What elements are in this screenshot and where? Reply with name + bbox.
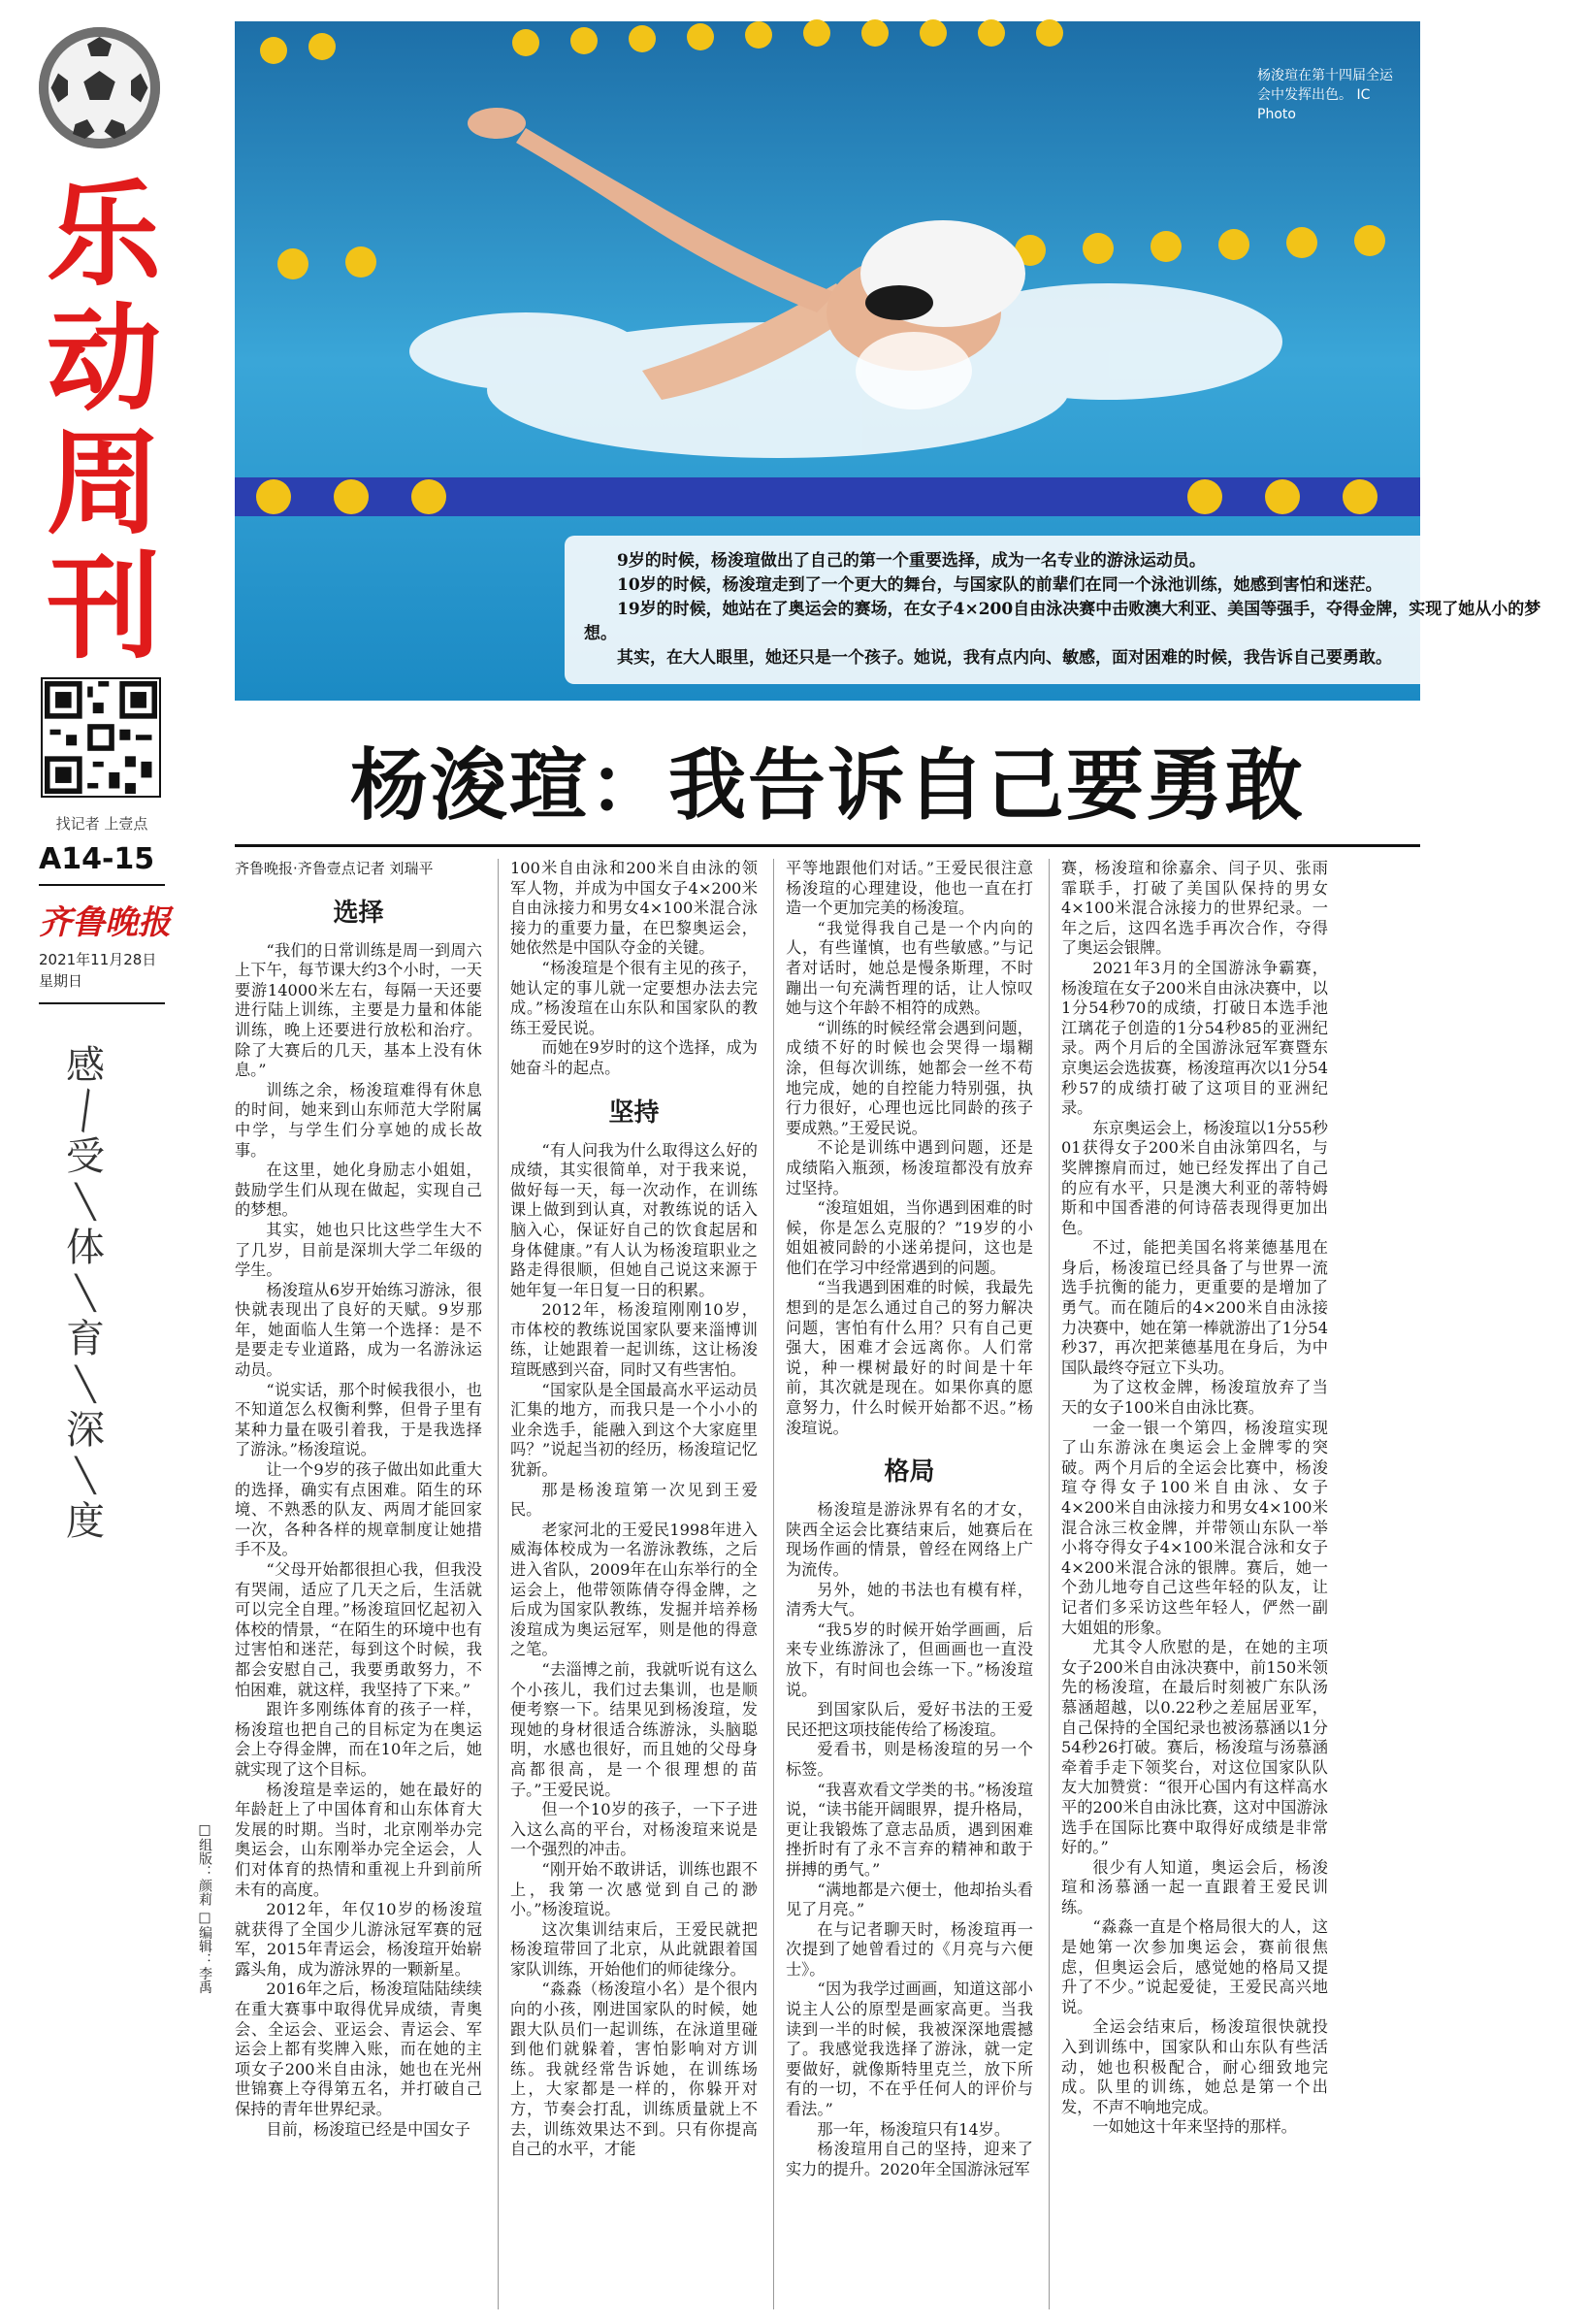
paragraph: 目前，杨浚瑄已经是中国女子 — [266, 2119, 470, 2139]
masthead-bar — [29, 17, 212, 2317]
paragraph: 2021年3月的全国游泳争霸赛，杨浚瑄在女子200米自由泳决赛中，以1分54秒70的成绩，打破日本选手池江璃花子创造的1分54秒85的亚洲纪录。两个月后的全国游泳冠军赛暨东京奥运会选拔赛，杨浚瑄再次以1分54秒57的成绩打破了这项目的亚洲纪录。 — [1061, 958, 1328, 1118]
paragraph: 杨浚瑄用自己的坚持，迎来了实力的提升。2020年全国游泳冠军 — [786, 2140, 1033, 2178]
headline-rule — [235, 844, 1420, 847]
paragraph: 全运会结束后，杨浚瑄很快就投入到训练中，国家队和山东队有些活动，她也积极配合，耐心细致地完成。队里的训练，她总是第一个出发，不声不响地完成。 — [1061, 2017, 1328, 2116]
paragraph: 在这里，她化身励志小姐姐，鼓励学生们从现在做起，实现自己的梦想。 — [235, 1161, 482, 1220]
date-text: 2021年11月28日 — [39, 951, 157, 968]
qr-label: 找记者 上壹点 — [55, 815, 148, 833]
intro-box — [565, 536, 1588, 684]
paragraph: 杨浚瑄从6岁开始练习游泳，很快就表现出了良好的天赋。9岁那年，她面临人生第一个选择：是不是要走专业道路，成为一名游泳运动员。 — [235, 1280, 482, 1380]
paragraph: 不过，能把美国名将莱德基甩在身后，杨浚瑄已经具备了与世界一流选手抗衡的能力，更重要的是增加了勇气。而在随后的4×200米自由泳接力决赛中，她在第一棒就游出了1分54秒37，再次把莱德基甩在身后，为中国队最终夺冠立下头功。 — [1061, 1238, 1328, 1377]
brand-char: 乐 — [46, 168, 157, 302]
paragraph: 在与记者聊天时，杨浚瑄再一次提到了她曾看过的《月亮与六便士》。 — [786, 1919, 1033, 1979]
paragraph: “浚瑄姐姐，当你遇到困难的时候，你是怎么克服的？”19岁的小姐姐被同龄的小迷弟提问，这也是他们在学习中经常遇到的问题。 — [786, 1198, 1033, 1277]
paragraph: 不论是训练中遇到问题，还是成绩陷入瓶颈，杨浚瑄都没有放弃过坚持。 — [786, 1138, 1033, 1197]
paragraph: “国家队是全国最高水平运动员汇集的地方，而我只是一个小小的业余选手，能融入到这个大家庭里吗？”说起当初的经历，杨浚瑄记忆犹新。 — [510, 1380, 758, 1480]
paragraph: 2012年，杨浚瑄刚刚10岁，市体校的教练说国家队要来淄博训练，让她跟着一起训练，这让杨浚瑄既感到兴奋，同时又有些害怕。 — [510, 1300, 758, 1380]
paragraph: 另外，她的书法也有模有样，清秀大气。 — [786, 1580, 1033, 1620]
paragraph: 平等地跟他们对话。”王爱民很注意杨浚瑄的心理建设，他也一直在打造一个更加完美的杨浚瑄。 — [786, 859, 1033, 918]
article-column — [235, 859, 482, 2140]
brand-char: 动 — [46, 292, 157, 426]
paragraph: 2012年，年仅10岁的杨浚瑄就获得了全国少儿游泳冠军赛的冠军，2015年青运会，杨浚瑄开始崭露头角，成为游泳界的一颗新星。 — [235, 1900, 482, 1979]
slogan-char: 受 — [66, 1134, 105, 1179]
paragraph: 赛，杨浚瑄和徐嘉余、闫子贝、张雨霏联手，打破了美国队保持的男女4×100米混合泳接力的世界纪录。一年之后，这四名选手再次合作，夺得了奥运会银牌。 — [1061, 859, 1328, 958]
paragraph: 一如她这十年来坚持的那样。 — [1092, 2117, 1297, 2137]
paragraph: “淼淼一直是个格局很大的人，这是她第一次参加奥运会，赛前很焦虑，但奥运会后，感觉她的格局又提升了不少。”说起爱徒，王爱民高兴地说。 — [1061, 1917, 1328, 2016]
newspaper-name: 齐鲁晚报 — [39, 903, 171, 942]
slash-separator: ╲ — [75, 1457, 96, 1495]
weekday-text: 星期日 — [39, 972, 83, 990]
soccer-ball-icon — [39, 27, 160, 148]
paragraph: 一金一银一个第四，杨浚瑄实现了山东游泳在奥运会上金牌零的突破。两个月后的全运会比赛中，杨浚瑄夺得女子100米自由泳、女子4×200米自由泳接力和男女4×100米混合泳三枚金牌，并带领山东队一举小将夺得女子4×100米混合泳和女子4×200米混合泳的银牌。赛后，她一个劲儿地夸自己这些年轻的队友，让记者们多采访这些年轻人，俨然一副大姐姐的形象。 — [1061, 1418, 1328, 1637]
slogan-char: 感 — [66, 1043, 105, 1088]
paragraph: 但一个10岁的孩子，一下子进入这么高的平台，对杨浚瑄来说是一个强烈的冲击。 — [510, 1800, 758, 1859]
paragraph: “淼淼（杨浚瑄小名）是个很内向的小孩，刚进国家队的时候，她跟大队员们一起训练，在泳道里碰到他们就躲着，害怕影响对方训练。我就经常告诉她，在训练场上，大家都是一样的，你躲开对方，节奏会打乱，训练质量就上不去，训练效果达不到。只有你提高自己的水平，才能 — [510, 1980, 758, 2159]
paragraph: 而她在9岁时的这个选择，成为她奋斗的起点。 — [510, 1038, 758, 1077]
intro-paragraph: 10岁的时候，杨浚瑄走到了一个更大的舞台，与国家队的前辈们在同一个泳池训练，她感到害怕和迷茫。 — [617, 575, 1382, 595]
paragraph: 那是杨浚瑄第一次见到王爱民。 — [510, 1480, 758, 1520]
swimmer-photo — [235, 21, 1541, 701]
paragraph: 这次集训结束后，王爱民就把杨浚瑄带回了北京，从此就跟着国家队训练，开始他们的师徒缘分。 — [510, 1919, 758, 1979]
paragraph: 老家河北的王爱民1998年进入威海体校成为一名游泳教练，之后进入省队，2009年在山东举行的全运会上，他带领陈倩夺得金牌，之后成为国家队教练，发掘并培养杨浚瑄成为奥运冠军，则是他的得意之笔。 — [510, 1520, 758, 1659]
column-brand — [29, 168, 175, 674]
brand-char: 刊 — [46, 540, 157, 674]
slash-separator: ╲ — [75, 1365, 96, 1404]
photo-caption: 杨浚瑄在第十四届全运会中发挥出色。 IC Photo — [1257, 68, 1393, 122]
paragraph: 跟许多刚练体育的孩子一样，杨浚瑄也把自己的目标定为在奥运会上夺得金牌，而在10年之后，她就实现了这个目标。 — [235, 1700, 482, 1779]
paragraph: “满地都是六便士，他却抬头看见了月亮。” — [786, 1880, 1033, 1919]
paragraph: “刚开始不敢讲话，训练也跟不上，我第一次感觉到自己的渺小。”杨浚瑄说。 — [510, 1859, 758, 1919]
slogan-char: 度 — [66, 1499, 105, 1544]
paragraph: 那一年，杨浚瑄只有14岁。 — [817, 2119, 1011, 2139]
headline: 杨浚瑄：我告诉自己要勇敢 — [350, 739, 1305, 831]
paragraph: “我觉得我自己是一个内向的人，有些谨慎，也有些敏感。”与记者对话时，她总是慢条斯理，不时蹦出一句充满哲理的话，让人惊叹她与这个年龄不相符的成熟。 — [786, 918, 1033, 1018]
paragraph: “父母开始都很担心我，但我没有哭闹，适应了几天之后，生活就可以完全自理。”杨浚瑄回忆起初入体校的情景，“在陌生的环境中也有过害怕和迷茫，每到这个时候，我都会安慰自己，我要勇敢努力，不怕困难，就这样，我坚持了下来。” — [235, 1560, 482, 1699]
column-divider — [773, 859, 774, 2309]
paragraph: “我们的日常训练是周一到周六上下午，每节课大约3个小时，一天要游14000米左右，每隔一天还要进行陆上训练，主要是力量和体能训练，晚上还要进行放松和治疗。除了大赛后的几天，基本上没有休息。” — [235, 940, 482, 1080]
paragraph: 尤其令人欣慰的是，在她的主项女子200米自由泳决赛中，前150米领先的杨浚瑄，在最后时刻被广东队汤慕涵超越，以0.22秒之差屈居亚军，自己保持的全国纪录也被汤慕涵以1分54秒26打破。赛后，杨浚瑄与汤慕涵牵着手走下领奖台，对这位国家队队友大加赞赏：“很开心国内有这样高水平的200米自由泳比赛，这对中国游泳选手在国际比赛中取得好成绩是非常好的。” — [1061, 1638, 1328, 1857]
paragraph: “我5岁的时候开始学画画，后来专业练游泳了，但画画也一直没放下，有时间也会练一下。”杨浚瑄说。 — [786, 1620, 1033, 1699]
editor-credit: □组版：颜莉 □编辑：李禹 — [197, 1822, 212, 1994]
article-column — [786, 859, 1033, 2179]
paragraph: “说实话，那个时候我很小，也不知道怎么权衡利弊，但骨子里有某种力量在吸引着我，于是我选择了游泳。”杨浚瑄说。 — [235, 1380, 482, 1459]
paragraph: 东京奥运会上，杨浚瑄以1分55秒01获得女子200米自由泳第四名，与奖牌擦肩而过，她已经发挥出了自己的应有水平，只是澳大利亚的蒂特姆斯和中国香港的何诗蓓表现得更加出色。 — [1061, 1118, 1328, 1237]
paragraph: 很少有人知道，奥运会后，杨浚瑄和汤慕涵一起一直跟着王爱民训练。 — [1061, 1857, 1328, 1916]
paragraph: “有人问我为什么取得这么好的成绩，其实很简单，对于我来说，做好每一天，每一次动作，在训练课上做到到认真，对教练说的话入脑入心，保证好自己的饮食起居和身体健康。”有人认为杨浚瑄职业之路走得很顺，但她自己说这来源于她年复一年日复一日的积累。 — [510, 1140, 758, 1299]
brand-char: 周 — [46, 416, 157, 550]
slash-separator: ╲ — [66, 1089, 105, 1133]
paragraph: 100米自由泳和200米自由泳的领军人物，并成为中国女子4×200米自由泳接力和男女4×100米混合泳接力的重要力量，在巴黎奥运会，她依然是中国队夺金的关键。 — [510, 859, 758, 958]
paragraph: 让一个9岁的孩子做出如此重大的选择，确实有点困难。陌生的环境、不熟悉的队友、两周才能回家一次，各种各样的规章制度让她措手不及。 — [235, 1460, 482, 1559]
byline: 齐鲁晚报·齐鲁壹点记者 刘瑞平 — [235, 860, 434, 877]
paragraph: 爱看书，则是杨浚瑄的另一个标签。 — [786, 1740, 1033, 1779]
slash-separator: ╲ — [75, 1274, 96, 1313]
column-divider — [498, 859, 499, 2309]
paragraph: “当我遇到困难的时候，我最先想到的是怎么通过自己的努力解决问题，害怕有什么用？只有自己更强大，困难才会远离你。人们常说，种一棵树最好的时间是十年前，其次就是现在。如果你真的愿意努力，什么时候开始都不迟。”杨浚瑄说。 — [786, 1278, 1033, 1437]
column-slogan — [56, 1036, 114, 1551]
intro-paragraph: 其实，在大人眼里，她还只是一个孩子。她说，我有点内向、敏感，面对困难的时候，我告诉自己要勇敢。 — [617, 648, 1392, 668]
paragraph: 其实，她也只比这些学生大不了几岁，目前是深圳大学二年级的学生。 — [235, 1220, 482, 1280]
paragraph: 为了这枚金牌，杨浚瑄放弃了当天的女子100米自由泳比赛。 — [1061, 1378, 1328, 1418]
paragraph: “我喜欢看文学类的书。”杨浚瑄说，“读书能开阔眼界，提升格局，更让我锻炼了意志品质，遇到困难挫折时有了永不言弃的精神和敢于拼搏的勇气。” — [786, 1780, 1033, 1879]
intro-paragraph: 19岁的时候，她站在了奥运会的赛场，在女子4×200自由泳决赛中击败澳大利亚、美国等强手，夺得金牌，实现了她从小的梦想。 — [584, 600, 1541, 643]
slogan-char: 体 — [66, 1226, 105, 1270]
paragraph: “去淄博之前，我就听说有这么个小孩儿，我们过去集训，也是顺便考察一下。结果见到杨浚瑄，发现她的身材很适合练游泳，头脑聪明，水感也很好，而且她的父母身高都很高，是一个很理想的苗子。”王爱民说。 — [510, 1659, 758, 1799]
section-heading: 坚持 — [608, 1097, 660, 1128]
paragraph: “杨浚瑄是个很有主见的孩子，她认定的事儿就一定要想办法去完成。”杨浚瑄在山东队和国家队的教练王爱民说。 — [510, 958, 758, 1037]
article-column — [510, 859, 758, 2160]
slash-separator: ╲ — [75, 1183, 96, 1222]
slogan-char: 育 — [66, 1317, 105, 1361]
qr-code[interactable] — [41, 677, 161, 798]
intro-paragraph: 9岁的时候，杨浚瑄做出了自己的第一个重要选择，成为一名专业的游泳运动员。 — [617, 551, 1206, 571]
divider — [39, 1002, 165, 1004]
column-divider — [1049, 859, 1050, 2309]
section-heading: 格局 — [884, 1457, 935, 1488]
slogan-char: 深 — [66, 1408, 105, 1453]
paragraph: 训练之余，杨浚瑄难得有休息的时间，她来到山东师范大学附属中学，与学生们分享她的成长故事。 — [235, 1080, 482, 1160]
page-number: A14-15 — [39, 842, 155, 876]
paragraph: 到国家队后，爱好书法的王爱民还把这项技能传给了杨浚瑄。 — [786, 1700, 1033, 1739]
paragraph: “训练的时候经常会遇到问题，成绩不好的时候也会哭得一塌糊涂，但每次训练，她都会一丝不苟地完成，她的自控能力特别强，执行力很好，心理也远比同龄的孩子要成熟。”王爱民说。 — [786, 1018, 1033, 1137]
paragraph: “因为我学过画画，知道这部小说主人公的原型是画家高更。当我读到一半的时候，我被深深地震撼了。我感觉我选择了游泳，就一定要做好，就像斯特里克兰，放下所有的一切，不在乎任何人的评价与看法。” — [786, 1980, 1033, 2119]
section-heading: 选择 — [333, 898, 384, 928]
paragraph: 杨浚瑄是游泳界有名的才女，陕西全运会比赛结束后，她赛后在现场作画的情景，曾经在网络上广为流传。 — [786, 1500, 1033, 1579]
issue-date — [39, 949, 156, 992]
paragraph: 杨浚瑄是幸运的，她在最好的年龄赶上了中国体育和山东体育大发展的时期。当时，北京刚举办完奥运会，山东刚举办完全运会，人们对体育的热情和重视上升到前所未有的高度。 — [235, 1780, 482, 1899]
divider — [39, 884, 165, 886]
article-column — [1061, 859, 1328, 2138]
paragraph: 2016年之后，杨浚瑄陆陆续续在重大赛事中取得优异成绩，青奥会、全运会、亚运会、青运会、军运会上都有奖牌入账，而在她的主项女子200米自由泳，她也在光州世锦赛上夺得第五名，并打破自己保持的青年世界纪录。 — [235, 1980, 482, 2119]
